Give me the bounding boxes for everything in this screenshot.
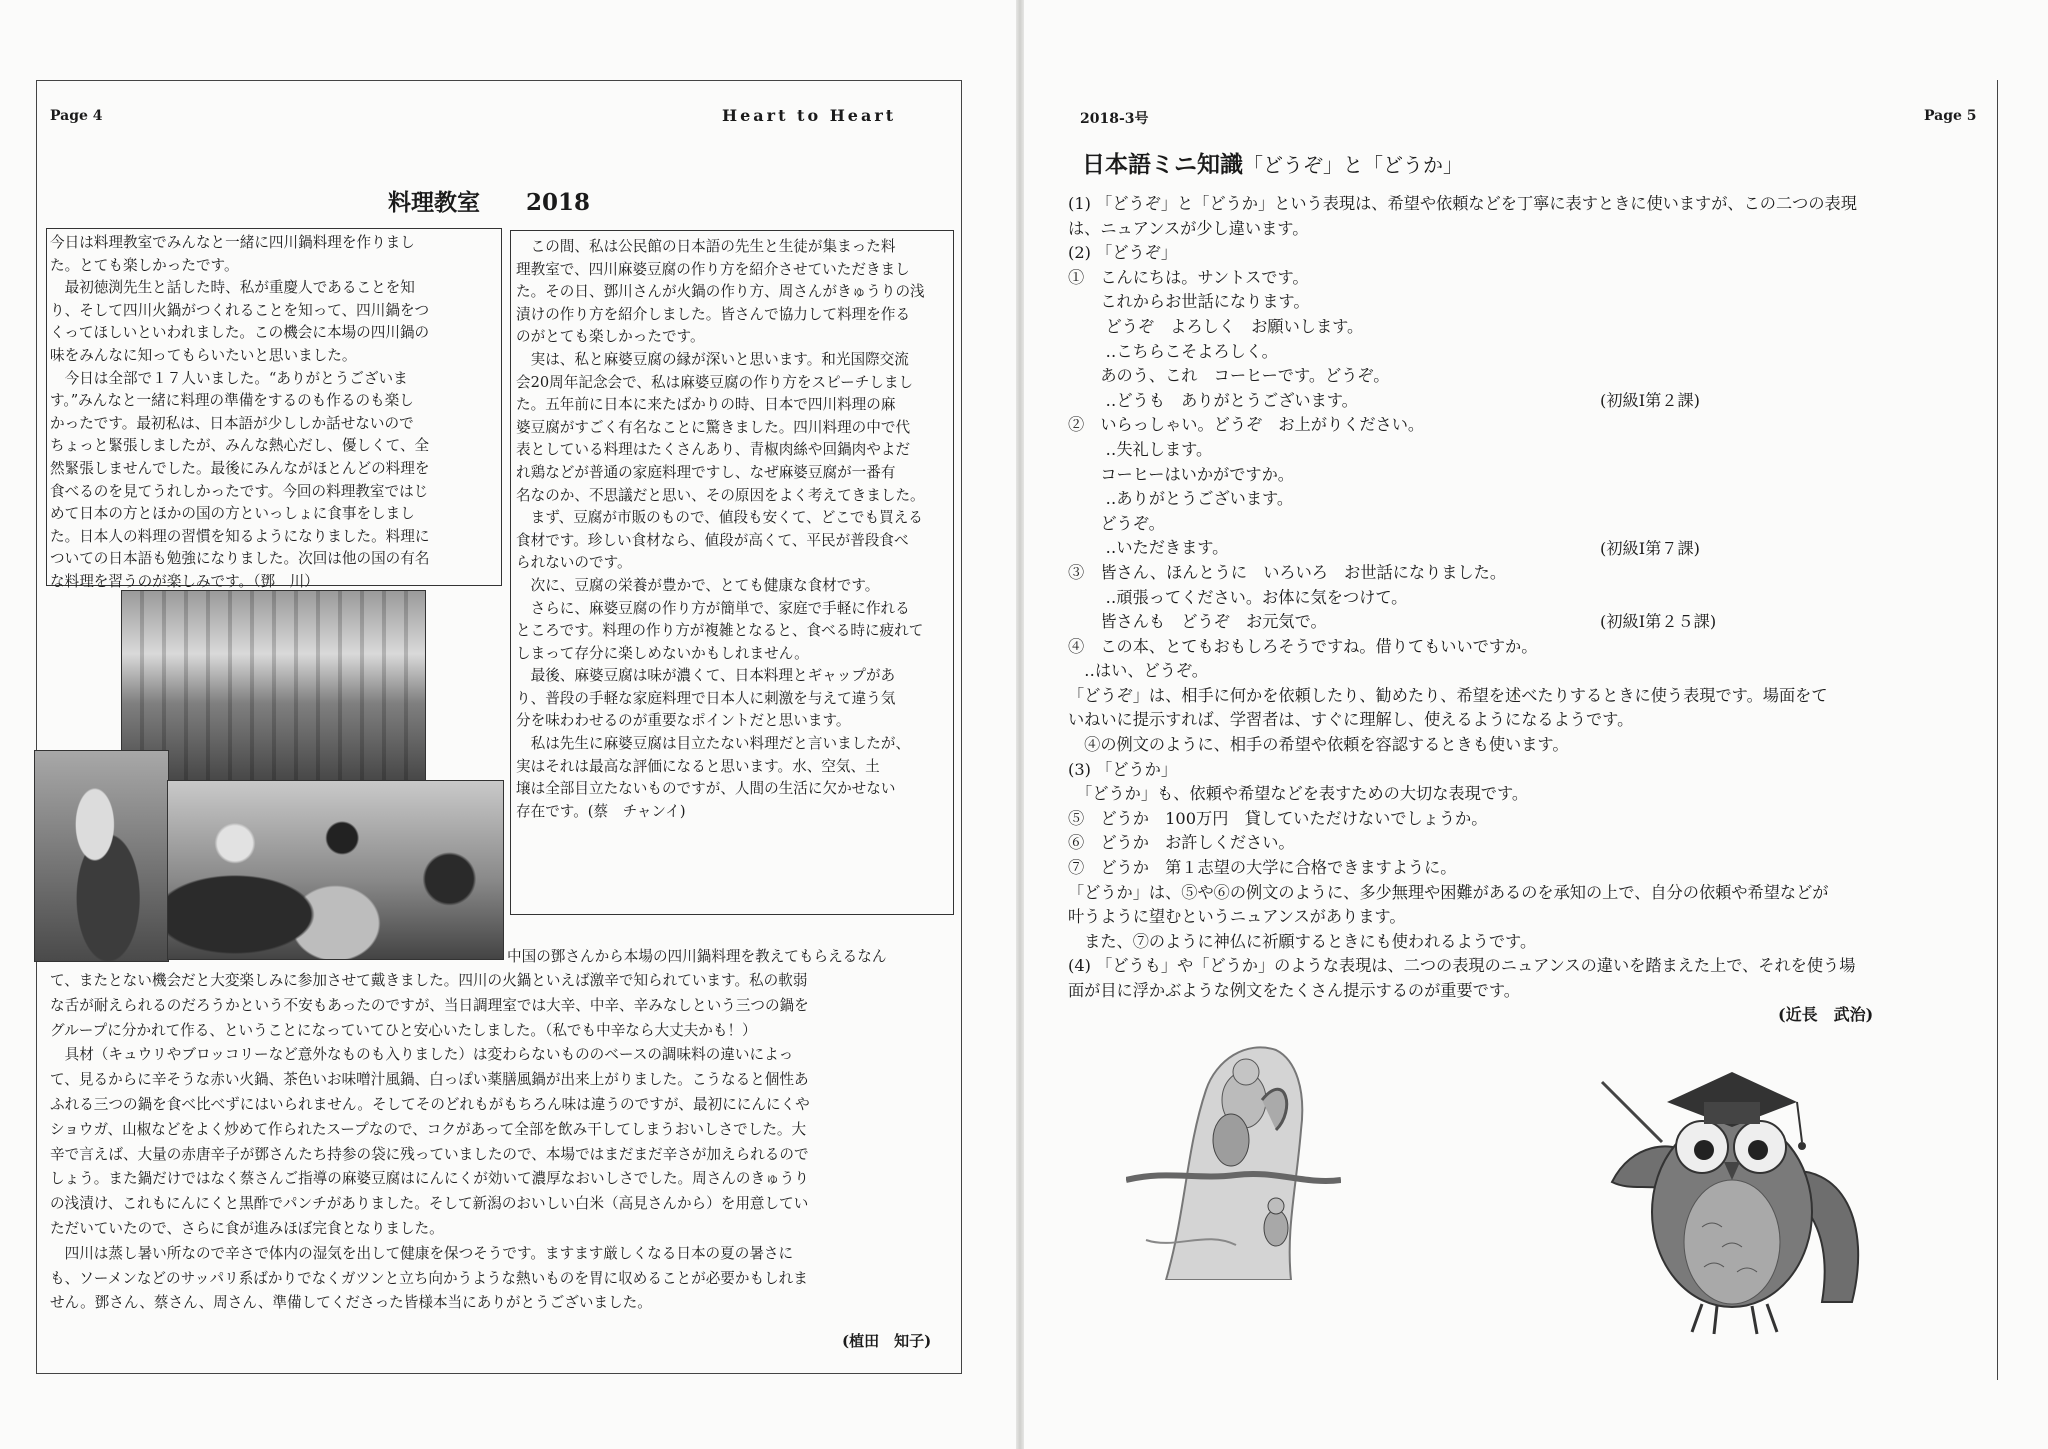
column-1-line: めて日本の方とほかの国の方といっしょに食事をしまし — [50, 505, 415, 523]
article-column-1 — [50, 232, 429, 594]
column-title-sub: 「どうぞ」と「どうか」 — [1243, 153, 1463, 177]
column-2-line: 食材です。珍しい食材なら、値段が高くて、平民が普段食べ — [516, 531, 909, 549]
lower-article-line: の浅漬け、これもにんにくと黒酢でパンチがありました。そして新潟のおいしい白米（高見さんから）を用意してい — [50, 1195, 809, 1213]
cooking-class-photo-group — [167, 780, 504, 960]
column-1-line: た。日本人の料理の習慣を知るようになりました。料理に — [50, 527, 430, 545]
column-body-line: 「どうぞ」は、相手に何かを依頼したり、勧めたり、希望を述べたりするときに使う表現です。場面をて — [1068, 685, 1828, 705]
column-body-line: いねいに提示すれば、学習者は、すぐに理解し、使えるようになるようです。 — [1068, 710, 1634, 730]
column-2-line: 次に、豆腐の栄養が豊かで、とても健康な食材です。 — [516, 576, 880, 594]
column-body-line: ⑦ どうか 第１志望の大学に合格できますように。 — [1068, 858, 1457, 878]
lower-article-line: 四川は蒸し暑い所なので辛さで体内の湿気を出して健康を保つそうです。ますます厳しくなる日本の夏の暑さに — [50, 1244, 794, 1262]
column-body-line: (1) 「どうぞ」と「どうか」という表現は、希望や依頼などを丁寧に表すときに使いますが、この二つの表現 — [1068, 194, 1857, 213]
column-1-line: 然緊張しませんでした。最後にみんながほとんどの料理を — [50, 459, 430, 477]
lesson-ref-2: (初級Ⅰ第７課) — [1600, 539, 1700, 558]
column-2-line: 表としている料理はたくさんあり、青椒肉絲や回鍋肉やよだ — [516, 441, 911, 459]
column-1-line: 最初徳渕先生と話した時、私が重慶人であることを知 — [50, 279, 415, 297]
column-2-line: さらに、麻婆豆腐の作り方が簡単で、家庭で手軽に作れる — [516, 599, 910, 617]
column-1-line: かったです。最初私は、日本語が少ししか話せないので — [50, 414, 414, 432]
page-gutter — [1016, 0, 1024, 1449]
column-body-line: あのう、これ コーヒーです。どうぞ。 — [1068, 366, 1390, 386]
lower-article-line: ショウガ、山椒などをよく炒めて作られたスープなので、コクがあって全部を飲み干してしまうおいしさでした。大 — [50, 1120, 807, 1138]
column-2-line: 存在です。(蔡 チャンイ) — [516, 802, 686, 820]
signature-left: (植田 知子) — [842, 1332, 932, 1350]
lower-article-line: しょう。また鍋だけではなく蔡さんご指導の麻婆豆腐はにんにくが効いて濃厚なおいしさでした。周さんのきゅうり — [50, 1170, 809, 1188]
column-body-line: ④ この本、とてもおもしろそうですね。借りてもいいですか。 — [1068, 636, 1538, 656]
column-2-line: た。その日、鄧川さんが火鍋の作り方、周さんがきゅうりの浅 — [516, 283, 925, 301]
masthead: Heart to Heart — [722, 106, 897, 125]
column-body-line: (4) 「どうも」や「どうか」のような表現は、二つの表現のニュアンスの違いを踏まえた上で、それを使う場 — [1068, 956, 1856, 976]
column-1-line: り、そして四川火鍋がつくれることを知って、四川鍋をつ — [50, 301, 430, 319]
lower-article-line: グループに分かれて作る、ということになっていてひと安心いたしました。（私でも中辛なら大丈夫かも！） — [50, 1021, 757, 1039]
lower-article-line: て、またとない機会だと大変楽しみに参加させて戴きました。四川の火鍋といえば激辛で知られています。私の軟弱 — [50, 972, 808, 989]
squirrel-mice-drawing — [1126, 1030, 1341, 1280]
lesson-ref-1: (初級Ⅰ第２課) — [1600, 391, 1700, 410]
column-title-main: 日本語ミニ知識 — [1082, 151, 1243, 178]
column-1-line: 味をみんなに知ってもらいたいと思いました。 — [50, 346, 357, 364]
column-body-line: ‥頑張ってください。お体に気をつけて。 — [1068, 587, 1408, 607]
column-body-line: 「どうか」は、⑤や⑥の例文のように、多少無理や困難があるのを承知の上で、自分の依頼や希望などが — [1068, 882, 1829, 902]
column-2-line: 名なのか、不思議だと思い、その原因をよく考えてきました。 — [516, 486, 925, 504]
column-body-line: は、ニュアンスが少し違います。 — [1068, 218, 1309, 238]
column-1-line: な料理を習うのが楽しみです。（鄧 川） — [50, 572, 319, 590]
column-body-line: ‥はい、どうぞ。 — [1068, 661, 1208, 681]
signature-right: (近長 武治) — [1778, 1005, 1874, 1024]
column-body — [1068, 192, 1857, 1004]
column-body-line: これからお世話になります。 — [1068, 292, 1310, 312]
column-body-line: (3) 「どうか」 — [1068, 759, 1178, 779]
cooking-class-photo-person — [34, 750, 169, 962]
lower-article-line: 辛で言えば、大量の赤唐辛子が鄧さんたち持参の袋に残っていましたので、本場ではまだまだ辛さが加えられるので — [50, 1145, 809, 1163]
column-body-line: 「どうか」も、依頼や希望などを表すための大切な表現です。 — [1068, 784, 1529, 804]
column-2-line: この間、私は公民館の日本語の先生と生徒が集まった料 — [516, 238, 896, 255]
lower-article-line: も、ソーメンなどのサッパリ系ばかりでなくガツンと立ち向かうような熱いものを胃に収めることが必要かもしれま — [50, 1269, 808, 1287]
lower-article-line: ふれる三つの鍋を食べ比べずにはいられません。そしてそのどれもがもちろん味は違うのですが、最初ににんにくや — [50, 1095, 810, 1113]
column-2-line: まず、豆腐が市販のもので、値段も安くて、どこでも買える — [516, 509, 923, 527]
column-body-line: ④の例文のように、相手の希望や依頼を容認するときも使います。 — [1068, 735, 1569, 755]
lower-article-line: 具材（キュウリやブロッコリーなど意外なものも入りました）は変わらないもののベースの調味料の違いによっ — [50, 1046, 794, 1064]
owl-graduate-drawing — [1592, 1042, 1892, 1342]
column-body-line: 面が目に浮かぶような例文をたくさん提示するのが重要です。 — [1068, 981, 1520, 1000]
column-2-line: 理教室で、四川麻婆豆腐の作り方を紹介させていただきまし — [516, 260, 910, 278]
column-body-line: どうぞ。 — [1068, 513, 1165, 533]
column-body-line: ‥こちらこそよろしく。 — [1068, 341, 1278, 361]
page-number-right: Page 5 — [1924, 108, 1977, 124]
column-2-line: 分を味わわせるのが重要なポイントだと思います。 — [516, 712, 851, 730]
column-2-line: られないのです。 — [516, 554, 632, 572]
column-body-line: ‥いただきます。 — [1068, 538, 1229, 558]
column-2-line: 会20周年記念会で、私は麻婆豆腐の作り方をスピーチしまし — [516, 373, 914, 391]
lower-article-line: せん。鄧さん、蔡さん、周さん、準備してくださった皆様本当にありがとうございました。 — [50, 1294, 652, 1312]
issue-label: 2018-3号 — [1080, 111, 1149, 127]
column-2-line: 私は先生に麻婆豆腐は目立たない料理だと言いましたが、 — [516, 735, 911, 753]
column-2-line: 壌は全部目立たないものですが、人間の生活に欠かせない — [516, 780, 896, 798]
column-title — [1082, 146, 1463, 179]
lower-article-first-line: 中国の鄧さんから本場の四川鍋料理を教えてもらえるなん — [507, 948, 887, 965]
lower-article-line: な舌が耐えられるのだろうかという不安もあったのですが、当日調理室では大辛、中辛、辛みなしという三つの鍋を — [50, 996, 809, 1014]
lower-article-line: ただいていたので、さらに食が進みほぼ完食となりました。 — [50, 1219, 444, 1237]
lower-article-line: て、見るからに辛そうな赤い火鍋、茶色いお味噌汁風鍋、白っぽい薬膳風鍋が出来上がりました。こうなると個性あ — [50, 1071, 809, 1089]
column-body-line: コーヒーはいかがですか。 — [1068, 464, 1294, 484]
article-column-2 — [516, 236, 925, 823]
column-1-line: 食べるのを見てうれしかったです。今回の料理教室ではじ — [50, 482, 429, 500]
column-2-line: 漬けの作り方を紹介しました。皆さんで協力して料理を作る — [516, 305, 911, 323]
column-body-line: ⑤ どうか 100万円 貸していただけないでしょうか。 — [1068, 808, 1488, 828]
column-2-line: 最後、麻婆豆腐は味が濃くて、日本料理とギャップがあ — [516, 667, 896, 685]
column-2-line: のがとても楽しかったです。 — [516, 328, 705, 346]
column-2-line: しまって存分に楽しめないかもしれません。 — [516, 644, 809, 662]
lesson-ref-3: (初級Ⅰ第２５課) — [1600, 612, 1717, 631]
column-body-line: (2) 「どうぞ」 — [1068, 243, 1178, 263]
column-body-line: 叶うように望むというニュアンスがあります。 — [1068, 907, 1406, 927]
column-body-line: また、⑦のように神仏に祈願するときにも使われるようです。 — [1068, 931, 1537, 951]
column-body-line: ② いらっしゃい。どうぞ お上がりください。 — [1068, 415, 1425, 435]
lower-article-text — [50, 969, 810, 1316]
column-2-line: 婆豆腐がすごく有名なことに驚きました。四川料理の中で代 — [516, 418, 911, 436]
column-1-line: ちょっと緊張しましたが、みんな熱心だし、優しくて、全 — [50, 437, 430, 455]
column-body-line: どうぞ よろしく お願いします。 — [1068, 316, 1364, 336]
column-2-line: れ鶏などが普通の家庭料理ですし、なぜ麻婆豆腐が一番有 — [516, 463, 896, 481]
column-1-line: 今日は全部で１７人いました。“ありがとうございま — [50, 369, 408, 387]
column-1-line: ついての日本語も勉強になりました。次回は他の国の有名 — [50, 550, 430, 568]
column-body-line: ‥ありがとうございます。 — [1068, 489, 1294, 509]
column-body-line: ③ 皆さん、ほんとうに いろいろ お世話になりました。 — [1068, 562, 1507, 582]
column-2-line: た。五年前に日本に来たばかりの時、日本で四川料理の麻 — [516, 396, 896, 414]
column-body-line: ⑥ どうか お許しください。 — [1068, 833, 1295, 853]
article-title: 料理教室 2018 — [388, 189, 591, 216]
column-2-line: ところです。料理の作り方が複雑となると、食べる時に疲れて — [516, 622, 924, 640]
column-body-line: 皆さんも どうぞ お元気で。 — [1068, 612, 1327, 632]
column-body-line: ‥どうも ありがとうございます。 — [1068, 390, 1358, 410]
column-body-line: ① こんにちは。サントスです。 — [1068, 267, 1309, 287]
column-1-line: た。とても楽しかったです。 — [50, 256, 239, 274]
column-2-line: 実はそれは最高な評価になると思います。水、空気、土 — [516, 757, 880, 775]
column-1-line: くってほしいといわれました。この機会に本場の四川鍋の — [50, 324, 430, 342]
page-number-left: Page 4 — [50, 108, 103, 124]
column-2-line: 実は、私と麻婆豆腐の縁が深いと思います。和光国際交流 — [516, 350, 909, 368]
column-2-line: り、普段の手軽な家庭料理で日本人に刺激を与えて違う気 — [516, 689, 896, 707]
column-1-line: す。”みんなと一緒に料理の準備をするのも作るのも楽し — [50, 392, 414, 410]
column-body-line: ‥失礼します。 — [1068, 439, 1213, 459]
column-1-line: 今日は料理教室でみんなと一緒に四川鍋料理を作りまし — [50, 234, 415, 251]
